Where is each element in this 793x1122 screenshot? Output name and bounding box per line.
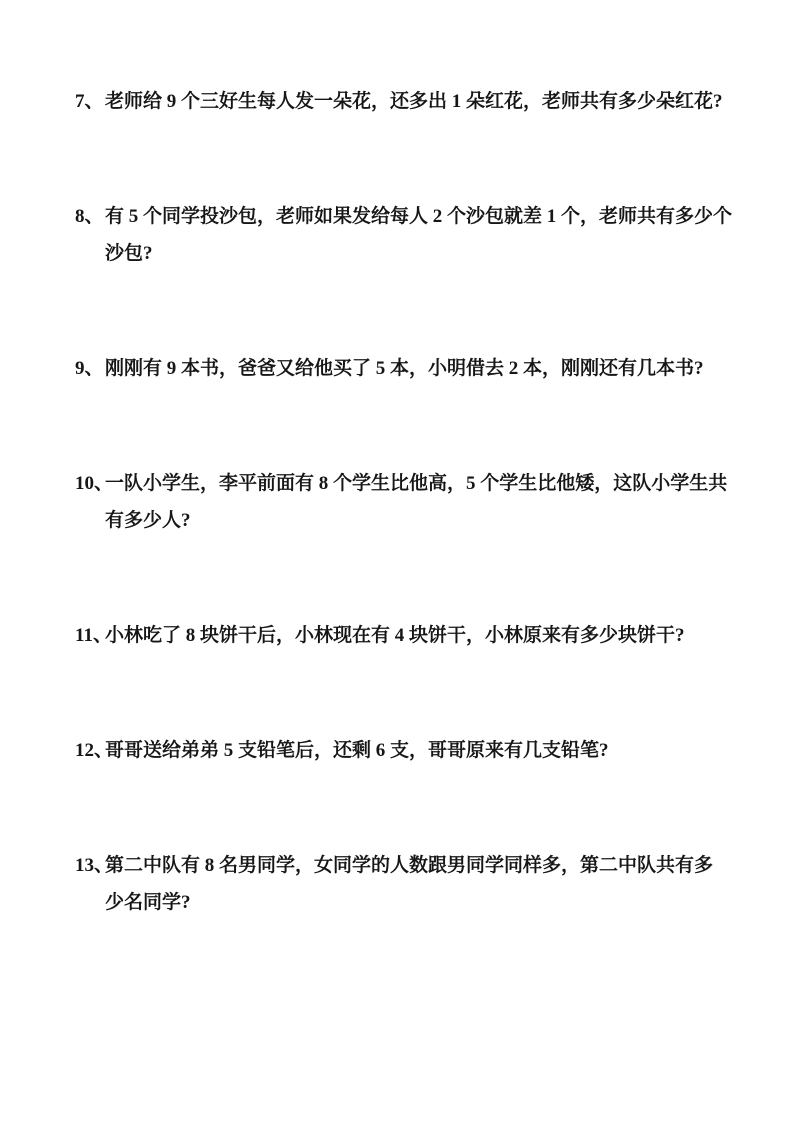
question-item	[75, 847, 725, 921]
question-text-line: 有 5 个同学投沙包，老师如果发给每人 2 个沙包就差 1 个，老师共有多少个	[105, 206, 733, 227]
question-item	[75, 617, 725, 654]
question-number: 13、	[75, 855, 114, 876]
question-text-line: 有多少人?	[105, 510, 191, 531]
question-number: 10、	[75, 473, 114, 494]
question-item	[75, 198, 733, 272]
question-text-line: 一队小学生，李平前面有 8 个学生比他高，5 个学生比他矮，这队小学生共	[105, 473, 728, 494]
question-text-line: 刚刚有 9 本书，爸爸又给他买了 5 本，小明借去 2 本，刚刚还有几本书?	[105, 358, 704, 379]
question-text-line: 老师给 9 个三好生每人发一朵花，还多出 1 朵红花，老师共有多少朵红花?	[105, 91, 723, 112]
question-text-line: 沙包?	[105, 243, 153, 264]
question-item	[75, 732, 725, 769]
question-item	[75, 83, 725, 120]
question-item	[75, 350, 725, 387]
question-number: 9、	[75, 358, 104, 379]
question-number: 12、	[75, 740, 114, 761]
question-text-line: 小林吃了 8 块饼干后，小林现在有 4 块饼干，小林原来有多少块饼干?	[105, 625, 685, 646]
question-text-line: 少名同学?	[105, 892, 191, 913]
question-text-line: 哥哥送给弟弟 5 支铅笔后，还剩 6 支，哥哥原来有几支铅笔?	[105, 740, 609, 761]
question-item	[75, 465, 728, 539]
question-number: 8、	[75, 206, 104, 227]
question-text-line: 第二中队有 8 名男同学，女同学的人数跟男同学同样多，第二中队共有多	[105, 855, 714, 876]
question-number: 7、	[75, 91, 104, 112]
question-number: 11、	[75, 625, 112, 646]
